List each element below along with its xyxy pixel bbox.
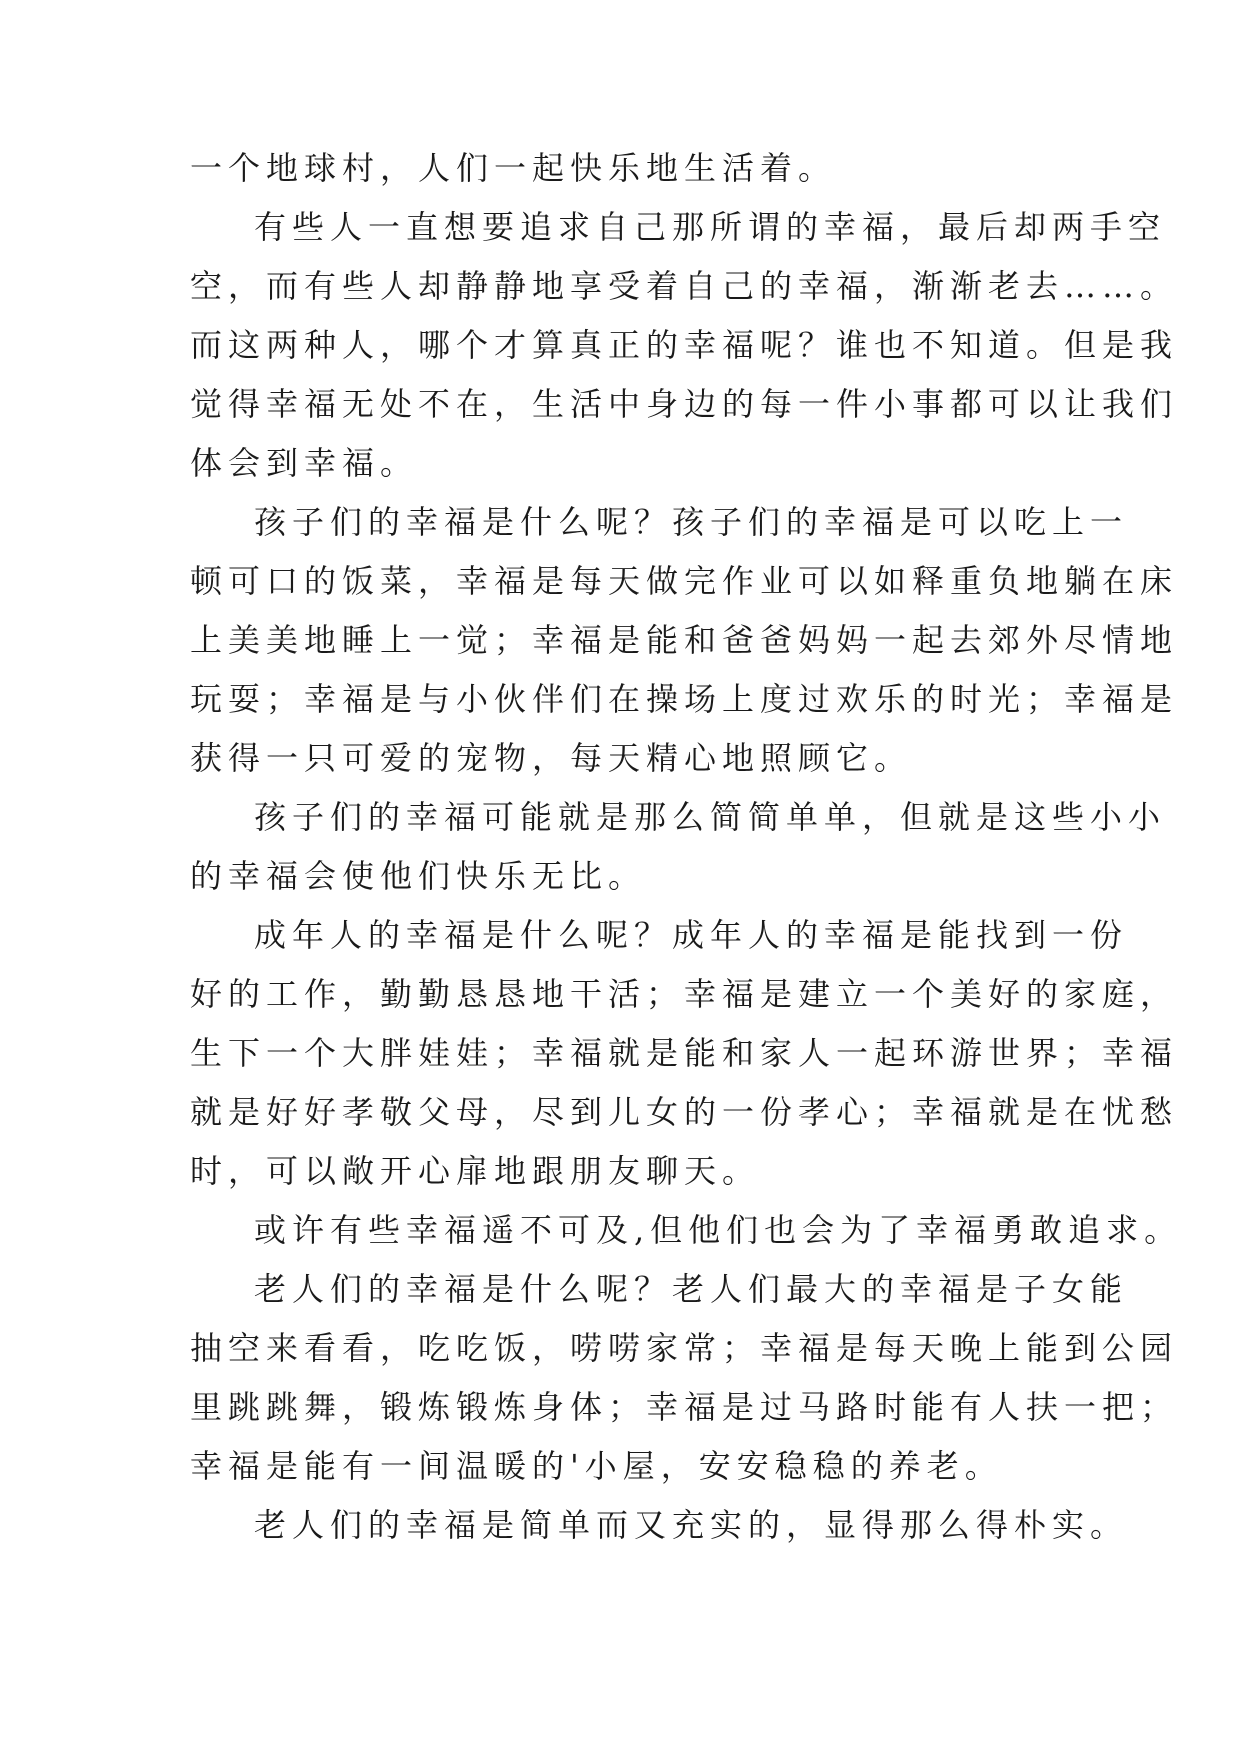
text-line: 有些人一直想要追求自己那所谓的幸福，最后却两手空 [254, 208, 1167, 246]
text-line: 好的工作，勤勤恳恳地干活；幸福是建立一个美好的家庭， [190, 975, 1179, 1013]
text-line: 玩耍；幸福是与小伙伴们在操场上度过欢乐的时光；幸福是 [190, 680, 1179, 718]
text-line: 孩子们的幸福是什么呢？孩子们的幸福是可以吃上一 [254, 503, 1129, 541]
text-line: 时，可以敞开心扉地跟朋友聊天。 [190, 1152, 761, 1190]
text-line: 抽空来看看，吃吃饭，唠唠家常；幸福是每天晚上能到公园 [190, 1329, 1179, 1367]
text-line: 幸福是能有一间温暖的'小屋，安安稳稳的养老。 [190, 1447, 1003, 1485]
text-line: 的幸福会使他们快乐无比。 [190, 857, 647, 895]
text-line: 就是好好孝敬父母，尽到儿女的一份孝心；幸福就是在忧愁 [190, 1093, 1179, 1131]
text-line: 顿可口的饭菜，幸福是每天做完作业可以如释重负地躺在床 [190, 562, 1179, 600]
text-line: 获得一只可爱的宠物，每天精心地照顾它。 [190, 739, 913, 777]
text-line: 老人们的幸福是什么呢？老人们最大的幸福是子女能 [254, 1270, 1129, 1308]
text-line: 或许有些幸福遥不可及,但他们也会为了幸福勇敢追求。 [254, 1211, 1183, 1249]
text-line: 觉得幸福无处不在，生活中身边的每一件小事都可以让我们 [190, 385, 1179, 423]
text-line: 里跳跳舞，锻炼锻炼身体；幸福是过马路时能有人扶一把； [190, 1388, 1179, 1426]
text-line: 上美美地睡上一觉；幸福是能和爸爸妈妈一起去郊外尽情地 [190, 621, 1179, 659]
text-line: 老人们的幸福是简单而又充实的，显得那么得朴实。 [254, 1506, 1129, 1544]
text-line: 生下一个大胖娃娃；幸福就是能和家人一起环游世界；幸福 [190, 1034, 1179, 1072]
text-line: 而这两种人，哪个才算真正的幸福呢？谁也不知道。但是我 [190, 326, 1179, 364]
text-line: 孩子们的幸福可能就是那么简简单单，但就是这些小小 [254, 798, 1167, 836]
text-line: 体会到幸福。 [190, 444, 419, 482]
text-line: 成年人的幸福是什么呢？成年人的幸福是能找到一份 [254, 916, 1129, 954]
text-line: 一个地球村，人们一起快乐地生活着。 [190, 149, 837, 187]
text-line: 空，而有些人却静静地享受着自己的幸福，渐渐老去……。 [190, 267, 1179, 305]
